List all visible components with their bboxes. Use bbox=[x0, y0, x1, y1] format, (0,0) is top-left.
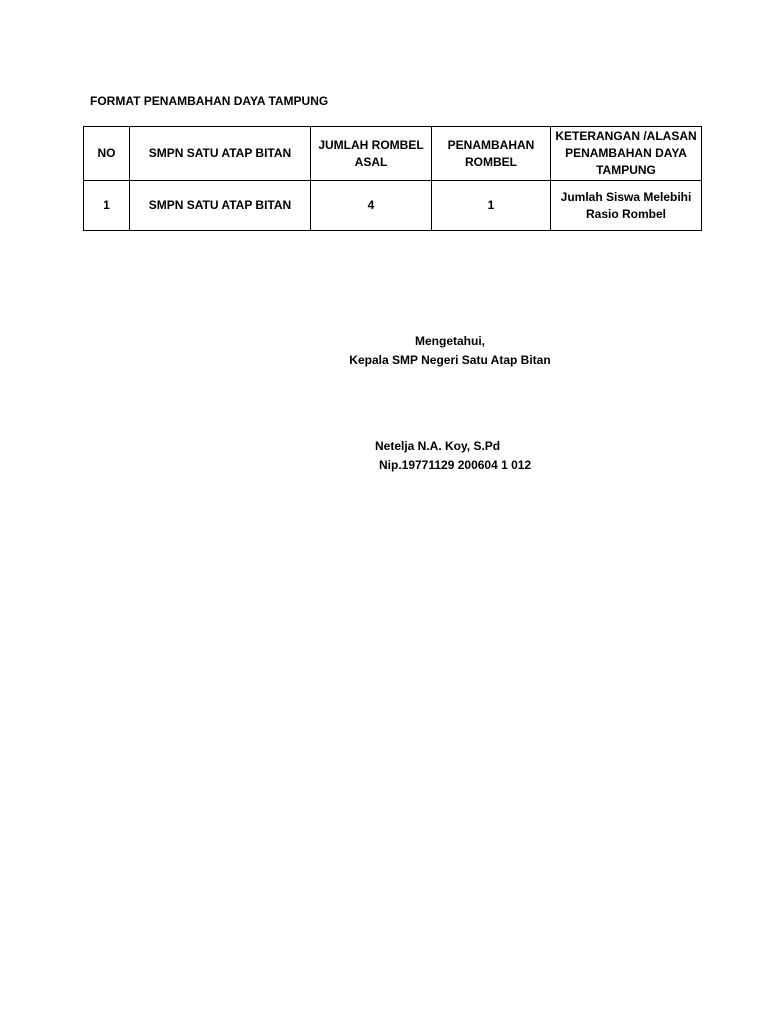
document-title: FORMAT PENAMBAHAN DAYA TAMPUNG bbox=[90, 94, 329, 108]
cell-additional-rombel: 1 bbox=[432, 181, 551, 231]
approval-label: Mengetahui, bbox=[414, 334, 485, 348]
approval-position: Kepala SMP Negeri Satu Atap Bitan bbox=[349, 353, 551, 367]
signer-block bbox=[375, 437, 531, 475]
signer-nip: Nip.19771129 200604 1 012 bbox=[379, 458, 532, 472]
header-remarks: KETERANGAN /ALASAN PENAMBAHAN DAYA TAMPUNG bbox=[551, 127, 702, 181]
cell-original-rombel: 4 bbox=[311, 181, 432, 231]
table-header-row bbox=[84, 127, 702, 181]
header-no: NO bbox=[84, 127, 130, 181]
cell-school: SMPN SATU ATAP BITAN bbox=[130, 181, 311, 231]
cell-remarks: Jumlah Siswa Melebihi Rasio Rombel bbox=[551, 181, 702, 231]
table-row bbox=[84, 181, 702, 231]
signer-name: Netelja N.A. Koy, S.Pd bbox=[375, 439, 501, 453]
header-school: SMPN SATU ATAP BITAN bbox=[130, 127, 311, 181]
approval-block bbox=[300, 332, 600, 370]
capacity-table bbox=[83, 126, 702, 231]
header-original-rombel: JUMLAH ROMBEL ASAL bbox=[311, 127, 432, 181]
cell-no: 1 bbox=[84, 181, 130, 231]
header-additional-rombel: PENAMBAHAN ROMBEL bbox=[432, 127, 551, 181]
